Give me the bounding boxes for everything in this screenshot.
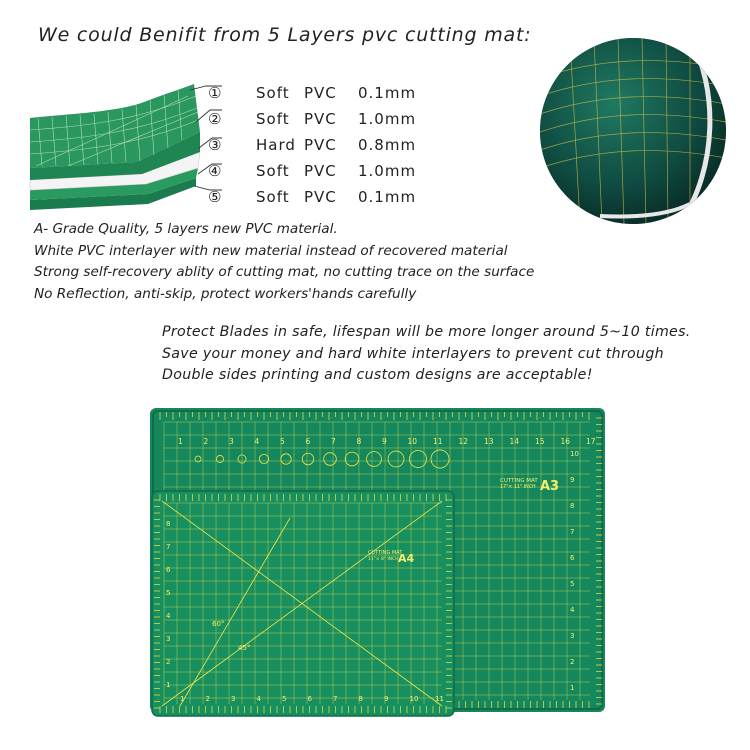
cutting-mats-image [150, 408, 605, 718]
a3-side-ruler-number: 10 [570, 450, 579, 458]
a4-bottom-ruler-number: 7 [333, 695, 338, 703]
a3-top-ruler-number: 3 [229, 437, 234, 446]
layer-type: Soft [256, 110, 290, 128]
layer-material: PVC [304, 110, 337, 128]
a3-side-ruler-number: 3 [570, 632, 575, 640]
layer-number: ⑤ [208, 188, 223, 206]
benefit-line: Save your money and hard white interlayers to prevent cut through [162, 345, 664, 362]
a3-top-ruler-number: 9 [382, 437, 387, 446]
feature-line: Strong self-recovery ablity of cutting mat, no cutting trace on the surface [34, 264, 535, 280]
layer-number: ④ [208, 162, 223, 180]
layer-thickness: 1.0mm [358, 110, 417, 128]
a4-side-ruler-number: 7 [166, 543, 171, 551]
a4-bottom-ruler-number: 1 [180, 695, 185, 703]
cutting-mat-a4 [152, 491, 454, 716]
layer-material: PVC [304, 136, 337, 154]
a4-angle-45: 45° [238, 644, 251, 652]
feature-line: White PVC interlayer with new material instead of recovered material [34, 242, 508, 259]
a4-size-label: A4 [398, 552, 415, 565]
benefit-line: Protect Blades in safe, lifespan will be more longer around 5~10 times. [162, 324, 691, 340]
a4-side-ruler-number: 8 [166, 520, 171, 528]
layer-row [208, 80, 438, 106]
a4-bottom-ruler-number: 2 [205, 695, 210, 703]
a3-top-ruler-number: 15 [535, 437, 545, 446]
a3-top-ruler-number: 11 [433, 437, 443, 446]
layer-type: Soft [256, 188, 290, 206]
a4-label-line1: CUTTING MAT [368, 550, 403, 556]
a4-side-ruler-number: 4 [166, 612, 171, 620]
benefit-line: Double sides printing and custom designs are acceptable! [162, 367, 593, 383]
a4-bottom-ruler-number: 10 [409, 695, 419, 703]
layer-thickness: 0.8mm [358, 136, 417, 154]
layer-spec-table [208, 80, 438, 210]
a3-label-line1: CUTTING MAT [500, 478, 538, 484]
a4-side-ruler-number: 3 [166, 635, 171, 643]
benefit-list [162, 322, 691, 387]
a3-side-ruler-number: 5 [570, 580, 575, 588]
a3-top-ruler-number: 4 [254, 437, 260, 446]
a4-bottom-ruler-number: 11 [435, 695, 444, 703]
a3-side-ruler-number: 1 [570, 684, 575, 692]
layer-row [208, 132, 438, 158]
feature-line: A- Grade Quality, 5 layers new PVC material. [34, 221, 338, 237]
layer-material: PVC [304, 84, 337, 102]
a3-top-ruler-number: 17 [586, 437, 596, 446]
headline: We could Benifit from 5 Layers pvc cutting mat: [38, 24, 532, 46]
a4-side-ruler-number: 5 [166, 589, 171, 597]
layer-material: PVC [304, 188, 337, 206]
a4-bottom-ruler-number: 4 [256, 695, 261, 703]
layer-row [208, 158, 438, 184]
mat-closeup-drawing [540, 38, 726, 224]
a3-top-ruler-number: 6 [305, 437, 311, 446]
feature-line: No Reflection, anti-skip, protect workers'hands carefully [34, 285, 417, 302]
a3-top-ruler-number: 8 [356, 437, 362, 446]
layer-material: PVC [304, 162, 337, 180]
a3-size-label: A3 [540, 479, 560, 494]
a3-top-ruler-number: 12 [458, 437, 469, 446]
a3-top-ruler-number: 10 [407, 437, 418, 446]
layer-number: ② [208, 110, 223, 128]
a3-side-ruler-number: 9 [570, 476, 575, 484]
layer-type: Hard [256, 136, 296, 154]
layer-number: ① [208, 84, 223, 102]
layer-number: ③ [208, 136, 223, 154]
a3-top-ruler-number: 14 [509, 437, 520, 446]
a4-bottom-ruler-number: 9 [384, 695, 389, 703]
layer-row [208, 184, 438, 210]
layers-illustration [28, 82, 228, 212]
feature-list [34, 219, 534, 305]
a4-side-ruler-number: 1 [166, 681, 171, 689]
a3-side-ruler-number: 7 [570, 528, 575, 536]
a3-top-ruler-number: 13 [484, 437, 494, 446]
a3-top-ruler-number: 5 [280, 437, 285, 446]
layer-thickness: 0.1mm [358, 188, 417, 206]
layer-row [208, 106, 438, 132]
a3-side-ruler-number: 8 [570, 502, 575, 510]
a4-side-ruler-number: 6 [166, 566, 171, 574]
a3-label-line2: 17"× 11" INCH [500, 485, 536, 490]
a4-bottom-ruler-number: 8 [358, 695, 363, 703]
a4-bottom-ruler-number: 6 [307, 695, 312, 703]
mat-closeup-photo [540, 38, 726, 224]
a4-bottom-ruler-number: 5 [282, 695, 287, 703]
a4-label-line2: 11"× 8" INCH [368, 557, 399, 562]
a3-top-ruler-number: 1 [178, 437, 183, 446]
a3-top-ruler-number: 7 [331, 437, 336, 446]
layer-thickness: 1.0mm [358, 162, 417, 180]
layer-type: Soft [256, 84, 290, 102]
layer-type: Soft [256, 162, 290, 180]
a4-bottom-ruler-number: 3 [231, 695, 236, 703]
a3-top-ruler-number: 2 [203, 437, 209, 446]
a4-side-ruler-number: 2 [166, 658, 171, 666]
a4-angle-60: 60° [212, 620, 225, 628]
a3-side-ruler-number: 2 [570, 658, 575, 666]
a3-top-ruler-number: 16 [560, 437, 571, 446]
a3-side-ruler-number: 6 [570, 554, 575, 562]
layer-thickness: 0.1mm [358, 84, 417, 102]
a3-side-ruler-number: 4 [570, 606, 575, 614]
